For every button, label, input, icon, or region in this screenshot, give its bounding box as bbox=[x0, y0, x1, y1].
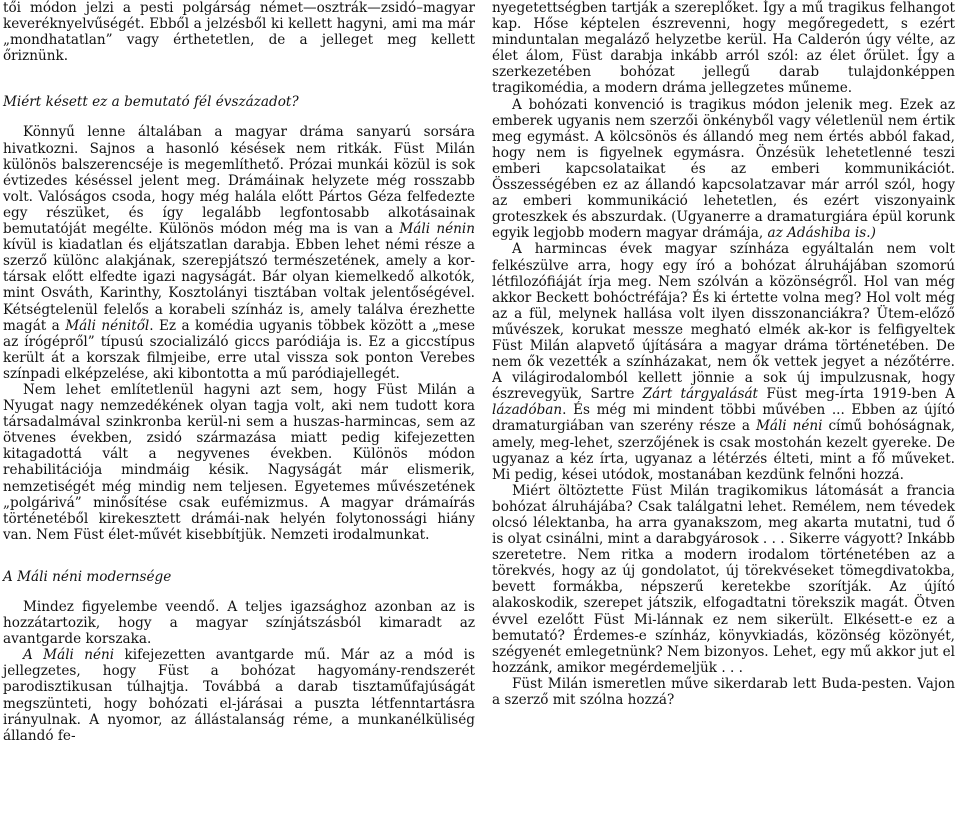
section-heading: Miért késett ez a bemutató fél évszázadot? bbox=[3, 94, 299, 111]
paragraph: Könnyű lenne általában a magyar dráma sanyarú sorsára hivatkozni. Sajnos a hasonló késések nem ritkák. Füst Milán különös balszerencséje is megemlíthető. Prózai munkái közül is sok évtizedes késéssel jelent meg. Drámáinak helyzete még rosszabb volt. Valóságos csoda, hogy még halála előtt Pártos Géza felfedezte egy részüket, és így legalább legfontosabb alkotásainak bemutatóját megélte. Különös módon még ma is van a Máli nénin kívül is kiadatlan és eljátszatlan darabja. Ebben lehet némi része a szerző különc alakjának, szerepjátszó természetének, amely a kor-társak előtt elfedte igazi nagyságát. Bár olyan kiemelkedő alkotók, mint Osváth, Karinthy, Kosztolányi tisztában voltak jelentőségével. Kétségtelenül felelős a korabeli színház is, amely találva érezhette magát a Máli nénitől. Ez a komédia ugyanis többek között a „mese az írógépről” típusú szocializáló giccs paródiája is. Ez a giccstípus került át a korszak filmjeibe, erre utal vissza sok ponton Verebes színpadi elképzelése, aki kibontotta a mű paródiajellegét. bbox=[3, 124, 476, 382]
paragraph: A bohózati konvenció is tragikus módon jelenik meg. Ezek az emberek ugyanis nem szerzői önkényből vagy véletlenül nem értik meg egymást. A kölcsönös és állandó meg nem értés abból fakad, hogy nem is figyelnek egymásra. Önzésük lehetetlenné teszi emberi kapcsolataikat és az emberi kommunikációt. Összességében ez az állandó kapcsolatzavar már arról szól, hogy az emberi kommunikáció lehetetlen, és ezért viszonyaink groteszkek és abszurdak. (Ugyanerre a dramaturgiára épül korunk egyik legjobb modern magyar drámája, az Adáshiba is.) bbox=[492, 96, 955, 242]
title-emphasis: Zárt tárgyalását bbox=[642, 386, 759, 403]
left-column bbox=[3, 0, 475, 744]
paragraph: Füst Milán ismeretlen műve sikerdarab lett Buda-pesten. Vajon a szerző mit szólna hozzá? bbox=[492, 675, 955, 709]
paragraph: A harmincas évek magyar színháza egyáltalán nem volt felkészülve arra, hogy egy író a bohózat álruhájában szomorú létfilozófiáját írja meg. Nem szólván a közönségről. Hol van még akkor Beckett bohóctréfája? És ki értette volna meg? Hol volt még az a fül, melynek hallása volt ilyen disszonanciákra? Ütem-előző művészek, korukat messze megható elmék ak-kor is felfigyeltek Füst Milán alapvető újítására a magyar dráma történetében. De nem ők vezették a színházakat, nem ők vettek jegyet a nézőtérre. A világirodalomból kellett jönnie a sok új impulzusnak, hogy észrevegyük, Sartre Zárt tárgyalását Füst meg-írta 1919-ben A lázadóban. És még mi mindent többi művében ... Ebben az újító dramaturgiában van szerény része a Máli néni című bohóságnak, amely, meg-lehet, szerzőjének is csak mostohán kezelt gyereke. De ugyanaz a kéz írta, ugyanaz a létérzés élteti, mint a fő műveket. Mi pedig, kései utódok, mostanában kezdünk felnőni hozzá. bbox=[492, 241, 956, 483]
paragraph: nyegetettségben tartják a szereplőket. Így a mű tragikus felhangot kap. Hőse képtelen észrevenni, hogy megőregedett, s ezért minduntalan megaláző helyzetbe kerül. Ha Calderón úgy vélte, az élet álom, Füst darabja inkább arról szól: az élet őrület. Így a szerkezetében bohózat jellegű darab tulajdonképpen tragikomédia, a modern dráma jellegzetes műneme. bbox=[492, 0, 955, 97]
title-emphasis: Máli nénin bbox=[399, 221, 476, 238]
paragraph: Miért öltöztette Füst Milán tragikomikus látomását a francia bohózat álruhájába? Csak találgatni lehet. Remélem, nem tévedek olcsó lélektanba, ha arra gyanakszom, meg akarta mutatni, tud ő is olyat csinálni, mint a darabgyárosok . . . Sikerre vágyott? Inkább szeretetre. Nem ritka a modern irodalom történetében az a törekvés, hogy az új gondolatot, új törekvéseket tömegdivatokba, bevett formákba, népszerű keretekbe szorítják. Az újító alakoskodik, szerepet játszik, elfogadtatni törekszik magát. Ötven évvel ezelőtt Füst Mi-lánnak ez nem sikerült. Elkésett-e ez a bemutató? Érdemes-e színház, könyvkiadás, közönség közönyét, szégyenét emlegetnünk? Nem bizonyos. Lehet, egy mű akkor jut el hozzánk, amikor megérdemeljük . . . bbox=[492, 482, 955, 676]
title-emphasis: Máli nénitől bbox=[65, 317, 150, 334]
paragraph: Mindez figyelembe veendő. A teljes igazsághoz azonban az is hozzátartozik, hogy a magyar színjátszásból kimaradt az avantgarde korszaka. bbox=[3, 599, 475, 648]
paragraph: tői módon jelzi a pesti polgárság német—osztrák—zsidó–magyar keveréknyelvűségét. Ebből a jelzésből ki kellett hagyni, ami ma már „mondhatatlan” vagy érthetetlen, de a jelleget meg kellett őriznünk. bbox=[3, 0, 475, 65]
title-emphasis: lázadóban bbox=[492, 402, 563, 419]
right-column bbox=[492, 0, 955, 708]
paragraph: Nem lehet említetlenül hagyni azt sem, hogy Füst Milán a Nyugat nagy nemzedékének olyan tagja volt, aki nem tudott kora társadalmával szinkronba kerül-ni sem a huszas-harmincas, sem az ötvenes években, zsidó származása miatt pedig kifejezetten kitagadottá vált a negyvenes években. Különös módon rehabilitációja mindmáig késik. Nagyságát már elismerik, nemzetiségét még mindig nem teljesen. Egyetemes művészetének „polgárivá” minősítése csak eufémizmus. A magyar drámaírás történetéből kirekesztett drámái-nak helyén folytonossági hiány van. Nem Füst élet-művét kisebbítjük. Nemzeti irodalmunkat. bbox=[3, 381, 475, 543]
section-heading: A Máli néni modernsége bbox=[3, 568, 172, 585]
title-emphasis: az Adáshiba is.) bbox=[767, 225, 876, 242]
title-emphasis: A Máli néni bbox=[23, 647, 115, 664]
title-emphasis: Máli néni bbox=[755, 418, 823, 435]
paragraph: A Máli néni kifejezetten avantgarde mű. Már az a mód is jellegzetes, hogy Füst a bohózat hagyomány-rendszerét parodisztikusan túlhajtja. Továbbá a darab tisztaműfajúságát megszünteti, hogy bohózati el-járásai a puszta létfenntartásra irányulnak. A nyomor, az állástalanság réme, a munkanélküliség állandó fe- bbox=[3, 647, 475, 744]
